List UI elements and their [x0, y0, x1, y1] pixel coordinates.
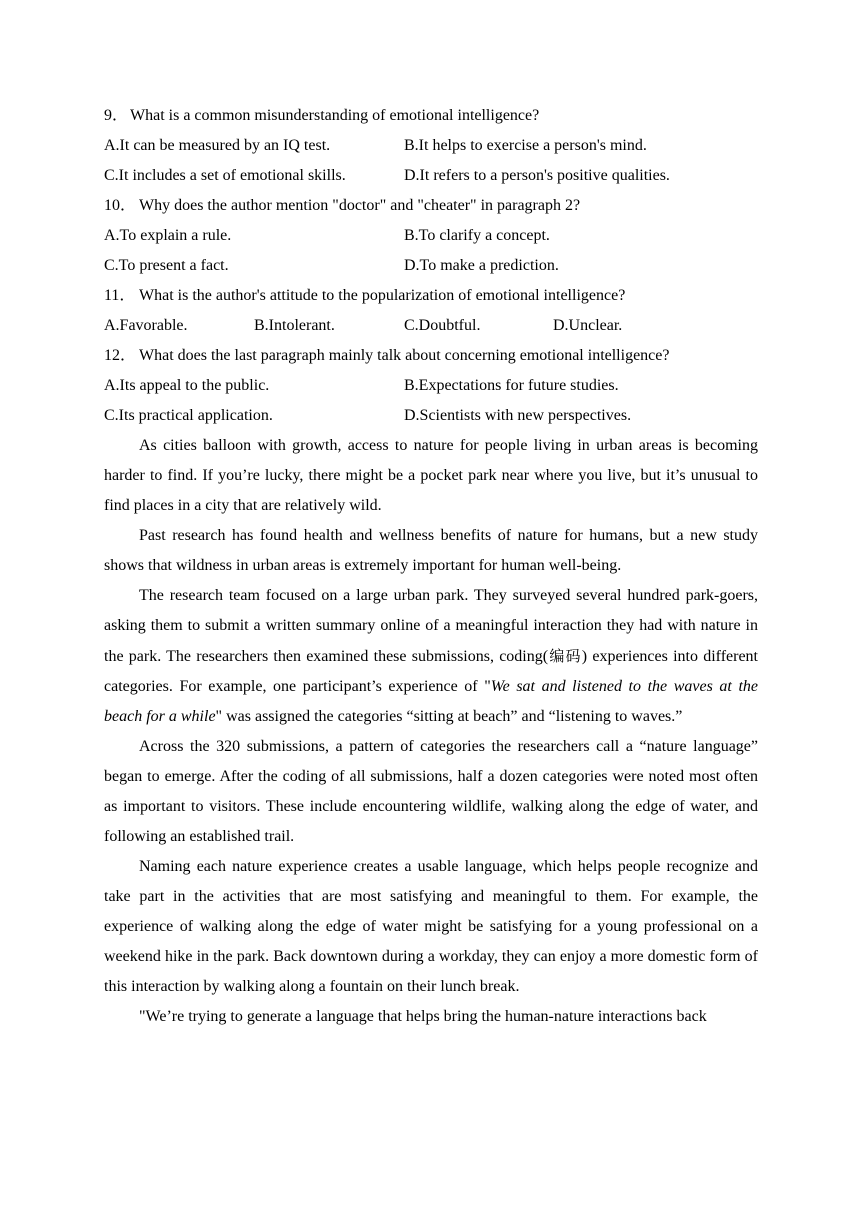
option-d: D.Unclear. — [553, 317, 623, 334]
italic-quote: We sat and listened to the waves at the beach for a while — [104, 678, 758, 725]
chinese-gloss: 编码 — [548, 647, 582, 665]
option-b: B.Expectations for future studies. — [404, 377, 619, 394]
question-text: What is the author's attitude to the popularization of emotional intelligence? — [139, 287, 626, 304]
option-c: C.Its practical application. — [104, 407, 273, 424]
option-b: B.Intolerant. — [254, 317, 335, 334]
option-a: A.To explain a rule. — [104, 227, 232, 244]
options-row — [104, 221, 758, 251]
options-row — [104, 251, 758, 281]
question-text: What does the last paragraph mainly talk about concerning emotional intelligence? — [139, 347, 670, 364]
options-row — [104, 311, 758, 341]
option-a: A.Favorable. — [104, 317, 188, 334]
passage-paragraph-1: As cities balloon with growth, access to nature for people living in urban areas is becoming harder to find. If you’re lucky, there might be a pocket park near where you live, but it’s unusual to find places in a city that are relatively wild. — [104, 437, 758, 514]
passage-paragraph-3 — [104, 581, 758, 732]
option-a: A.It can be measured by an IQ test. — [104, 137, 331, 154]
passage-paragraph-6: "We’re trying to generate a language that helps bring the human-nature interactions back — [139, 1008, 707, 1025]
option-b: B.It helps to exercise a person's mind. — [404, 137, 647, 154]
option-d: D.It refers to a person's positive qualities. — [404, 167, 670, 184]
passage-paragraph-5: Naming each nature experience creates a usable language, which helps people recognize and take part in the activities that are most satisfying and meaningful to them. For example, the experience of walking along the edge of water might be satisfying for a young professional on a weekend hike in the park. Back downtown during a workday, they can enjoy a more domestic form of this interaction by walking along a fountain on their lunch break. — [104, 858, 758, 995]
question-number: 9． — [104, 107, 129, 124]
question-number: 10． — [104, 197, 137, 214]
question-number: 11． — [104, 287, 136, 304]
option-d: D.To make a prediction. — [404, 257, 559, 274]
option-a: A.Its appeal to the public. — [104, 377, 270, 394]
question-9 — [104, 101, 758, 131]
paragraph-text: The research team focused on a large urban park. They surveyed several hundred park-goers, asking them to submit a written summary online of a meaningful interaction they had with nature in the park. The researchers then examined these submissions, coding( — [104, 587, 758, 665]
paragraph-text: " was assigned the categories “sitting at beach” and “listening to waves.” — [215, 708, 683, 725]
question-11 — [104, 281, 758, 311]
options-row — [104, 371, 758, 401]
question-number: 12． — [104, 347, 137, 364]
question-text: Why does the author mention "doctor" and "cheater" in paragraph 2? — [139, 197, 581, 214]
question-12 — [104, 341, 758, 371]
option-c: C.To present a fact. — [104, 257, 229, 274]
options-row — [104, 161, 758, 191]
question-text: What is a common misunderstanding of emotional intelligence? — [130, 107, 540, 124]
passage-paragraph-4: Across the 320 submissions, a pattern of categories the researchers call a “nature language” began to emerge. After the coding of all submissions, half a dozen categories were noted most often as important to visitors. These include encountering wildlife, walking along the edge of water, and following an established trail. — [104, 738, 758, 845]
question-10 — [104, 191, 758, 221]
document-page — [104, 101, 758, 1032]
option-c: C.It includes a set of emotional skills. — [104, 167, 346, 184]
options-row — [104, 401, 758, 431]
options-row — [104, 131, 758, 161]
option-d: D.Scientists with new perspectives. — [404, 407, 632, 424]
option-c: C.Doubtful. — [404, 317, 481, 334]
paragraph-text: ) experiences into different categories. For example, one participant’s experience of " — [104, 648, 759, 695]
passage-paragraph-2: Past research has found health and wellness benefits of nature for humans, but a new study shows that wildness in urban areas is extremely important for human well-being. — [104, 527, 758, 574]
option-b: B.To clarify a concept. — [404, 227, 550, 244]
